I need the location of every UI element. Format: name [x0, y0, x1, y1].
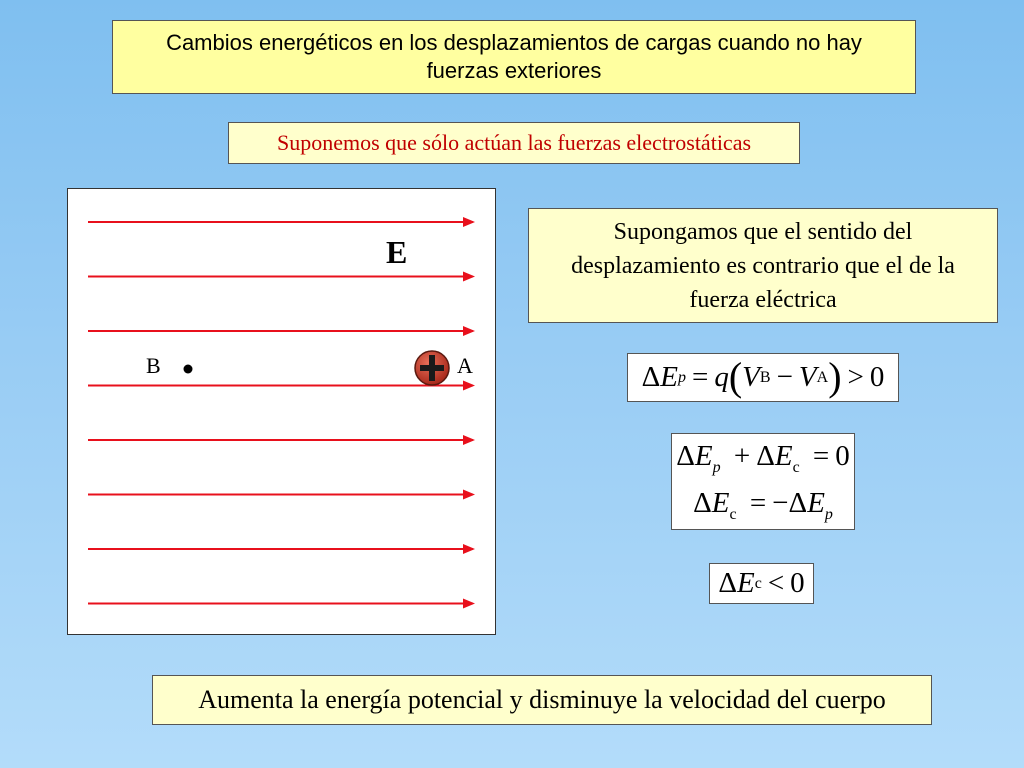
energy-conservation-equations	[671, 433, 855, 530]
eq2-p: p	[712, 458, 721, 476]
assumption-electrostatic-only: Suponemos que sólo actúan las fuerzas electrostáticas	[228, 122, 800, 164]
kinetic-energy-relation	[693, 487, 833, 524]
eq2-plus: +	[733, 439, 751, 472]
eq2-c: c	[792, 458, 800, 476]
slide-title: Cambios energéticos en los desplazamientos de cargas cuando no hay fuerzas exteriores	[112, 20, 916, 94]
eq2-zero: 0	[835, 439, 850, 472]
eq1-lparen: (	[728, 353, 743, 399]
eq3-e2: E	[807, 486, 825, 519]
eq4-e: E	[736, 567, 755, 599]
eq2-e2: E	[774, 439, 793, 472]
eq3-delta1: Δ	[693, 486, 712, 519]
eq3-neg: −	[772, 486, 789, 519]
point-b-label: B	[146, 353, 161, 378]
eq4-c: c	[754, 574, 762, 592]
field-label-e: E	[386, 234, 408, 270]
eq3-delta2: Δ	[788, 486, 808, 519]
eq1-q: q	[714, 361, 729, 393]
eq1-v1: V	[742, 361, 760, 393]
eq4-zero: 0	[790, 567, 805, 599]
eq2-delta2: Δ	[756, 439, 775, 472]
point-b-dot	[184, 365, 193, 374]
kinetic-energy-negative	[709, 563, 814, 604]
conclusion: Aumenta la energía potencial y disminuye la velocidad del cuerpo	[152, 675, 932, 725]
eq3-e1: E	[711, 486, 730, 519]
eq2-equals: =	[812, 439, 830, 472]
eq3-equals: =	[749, 486, 767, 519]
positive-charge-icon	[415, 351, 449, 385]
eq4-delta: Δ	[718, 567, 737, 599]
eq2-e1: E	[694, 439, 713, 472]
electric-field-diagram	[67, 188, 496, 635]
eq1-p: p	[677, 368, 686, 386]
eq2-delta1: Δ	[676, 439, 695, 472]
displacement-assumption: Supongamos que el sentido del desplazamiento es contrario que el de la fuerza eléctrica	[528, 208, 998, 323]
eq4-lt: <	[767, 567, 785, 599]
eq1-rparen: )	[828, 353, 842, 399]
eq3-c: c	[729, 505, 737, 523]
field-lines-svg	[68, 189, 497, 636]
field-lines	[88, 222, 473, 604]
eq1-equals: =	[691, 361, 709, 393]
eq1-delta: Δ	[641, 361, 661, 393]
eq1-sub-a: A	[816, 368, 829, 386]
eq1-minus: −	[776, 361, 793, 393]
potential-energy-equation	[627, 353, 899, 402]
eq1-zero: 0	[869, 361, 885, 393]
point-a-label: A	[457, 353, 473, 378]
energy-sum-equation	[676, 440, 850, 477]
eq3-p: p	[824, 505, 833, 523]
eq1-gt: >	[847, 361, 864, 393]
eq1-v2: V	[798, 361, 817, 393]
eq1-e: E	[660, 361, 678, 393]
eq1-sub-b: B	[759, 368, 771, 386]
